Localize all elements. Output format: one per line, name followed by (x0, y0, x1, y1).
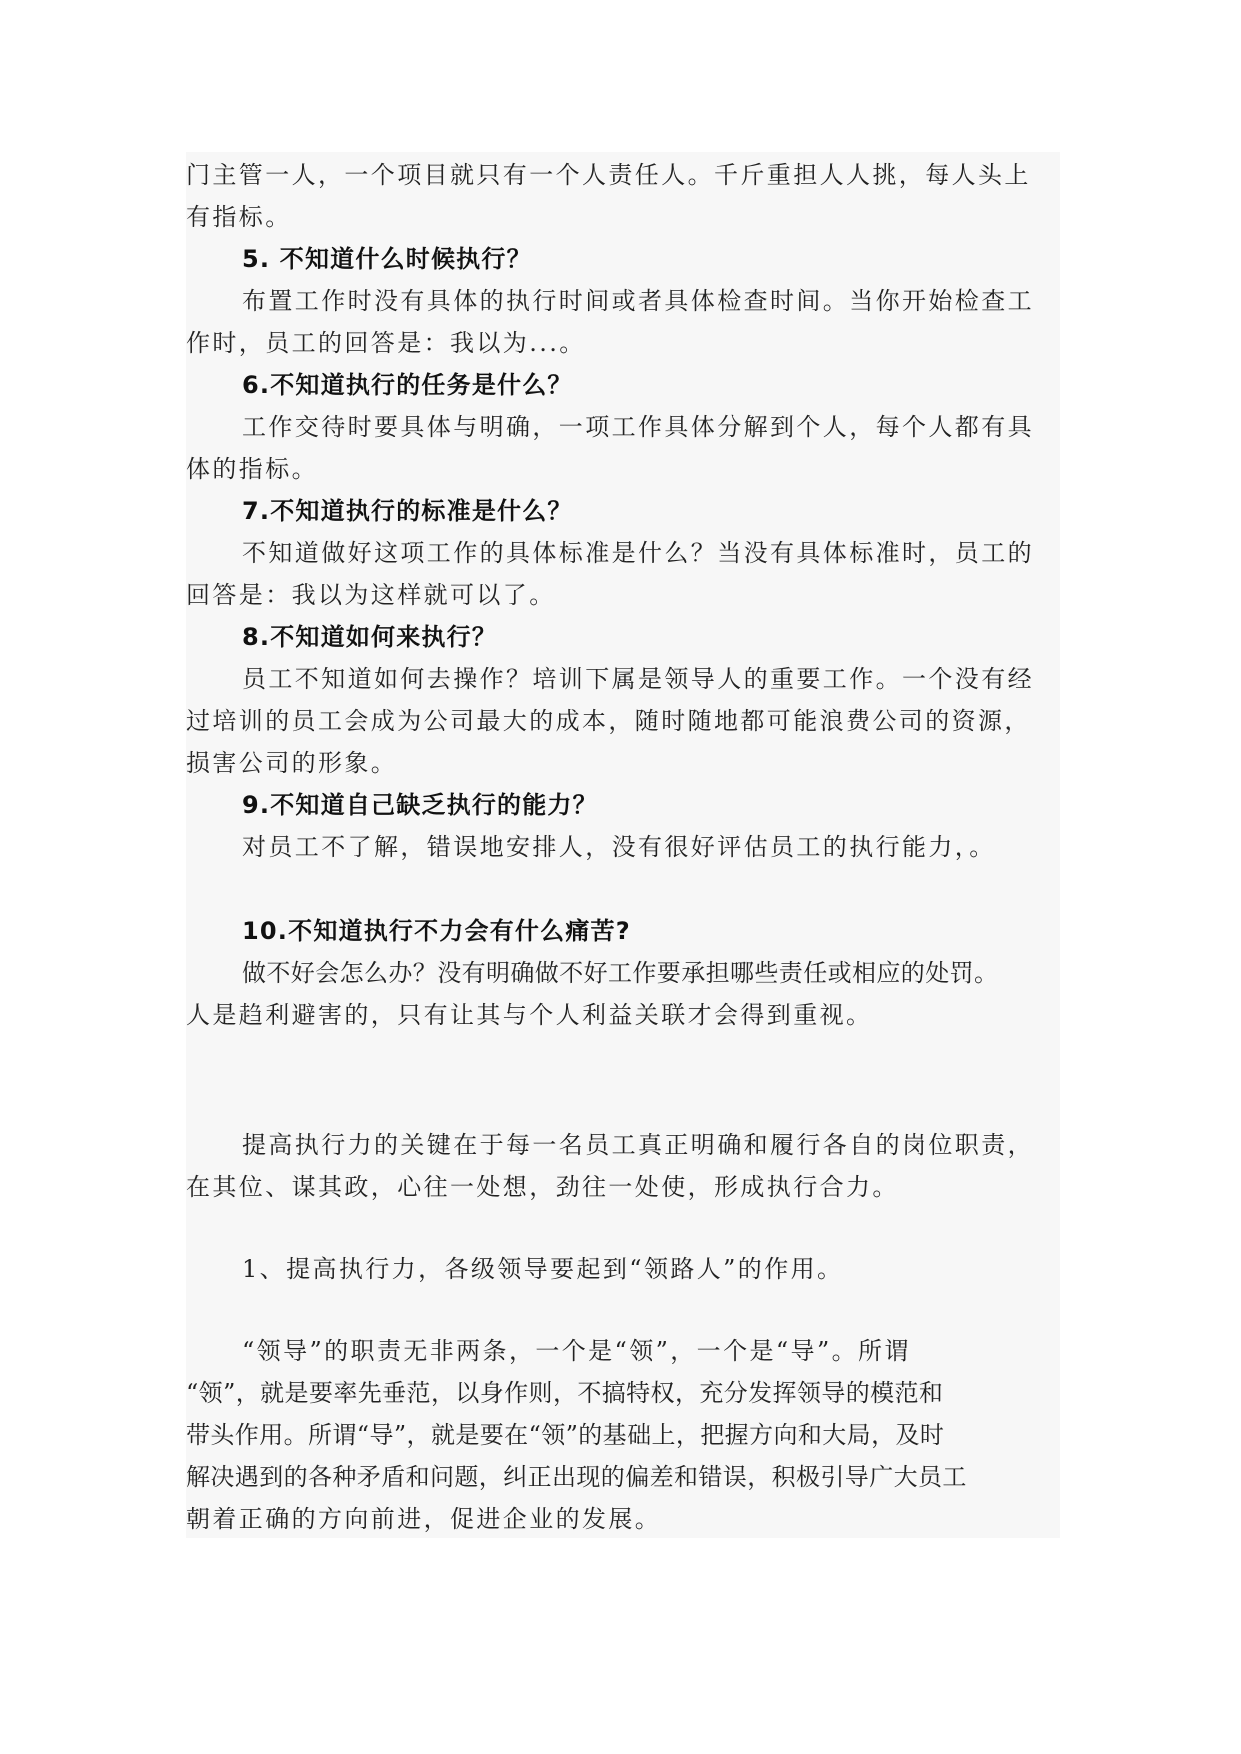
paragraph-line: “领”，就是要率先垂范，以身作则，不搞特权，充分发挥领导的模范和 (186, 1379, 944, 1407)
section-heading-7: 7.不知道执行的标准是什么？ (242, 497, 573, 525)
section-heading-5: 5. 不知道什么时候执行？ (242, 245, 532, 273)
section-heading-9: 9.不知道自己缺乏执行的能力？ (242, 791, 598, 819)
paragraph-line: 提高执行力的关键在于每一名员工真正明确和履行各自的岗位职责， (242, 1131, 1034, 1159)
paragraph-line: 在其位、谋其政，心往一处想，劲往一处使，形成执行合力。 (186, 1173, 899, 1201)
section-heading-8: 8.不知道如何来执行？ (242, 623, 498, 651)
paragraph-line: 对员工不了解，错误地安排人，没有很好评估员工的执行能力，。 (242, 833, 996, 861)
paragraph-line: 过培训的员工会成为公司最大的成本，随时随地都可能浪费公司的资源， (186, 707, 1031, 735)
paragraph-line: 门主管一人，一个项目就只有一个人责任人。千斤重担人人挑，每人头上 (186, 161, 1031, 189)
section-heading-10: 10.不知道执行不力会有什么痛苦? (242, 917, 631, 945)
paragraph-line: 员工不知道如何去操作？培训下属是领导人的重要工作。一个没有经 (242, 665, 1034, 693)
paragraph-line: 体的指标。 (186, 455, 318, 483)
section-heading-6: 6.不知道执行的任务是什么？ (242, 371, 573, 399)
paragraph-line: 朝着正确的方向前进，促进企业的发展。 (186, 1505, 662, 1533)
paragraph-line: “领导”的职责无非两条，一个是“领”，一个是“导”。所谓 (242, 1337, 911, 1365)
paragraph-line: 带头作用。所谓“导”，就是要在“领”的基础上，把握方向和大局，及时 (186, 1421, 945, 1449)
paragraph-line: 有指标。 (186, 203, 292, 231)
paragraph-line: 作时，员工的回答是：我以为...。 (186, 329, 586, 357)
paragraph-line: 1、提高执行力，各级领导要起到“领路人”的作用。 (242, 1255, 844, 1283)
paragraph-line: 布置工作时没有具体的执行时间或者具体检查时间。当你开始检查工 (242, 287, 1034, 315)
document-body (186, 152, 1060, 1538)
paragraph-line: 回答是：我以为这样就可以了。 (186, 581, 556, 609)
paragraph-line: 不知道做好这项工作的具体标准是什么？当没有具体标准时，员工的 (242, 539, 1034, 567)
paragraph-line: 工作交待时要具体与明确，一项工作具体分解到个人，每个人都有具 (242, 413, 1034, 441)
paragraph-line: 解决遇到的各种矛盾和问题，纠正出现的偏差和错误，积极引导广大员工 (186, 1463, 967, 1491)
paragraph-line: 人是趋利避害的，只有让其与个人利益关联才会得到重视。 (186, 1001, 873, 1029)
paragraph-line: 损害公司的形象。 (186, 749, 398, 777)
paragraph-line: 做不好会怎么办？没有明确做不好工作要承担哪些责任或相应的处罚。 (242, 959, 999, 987)
